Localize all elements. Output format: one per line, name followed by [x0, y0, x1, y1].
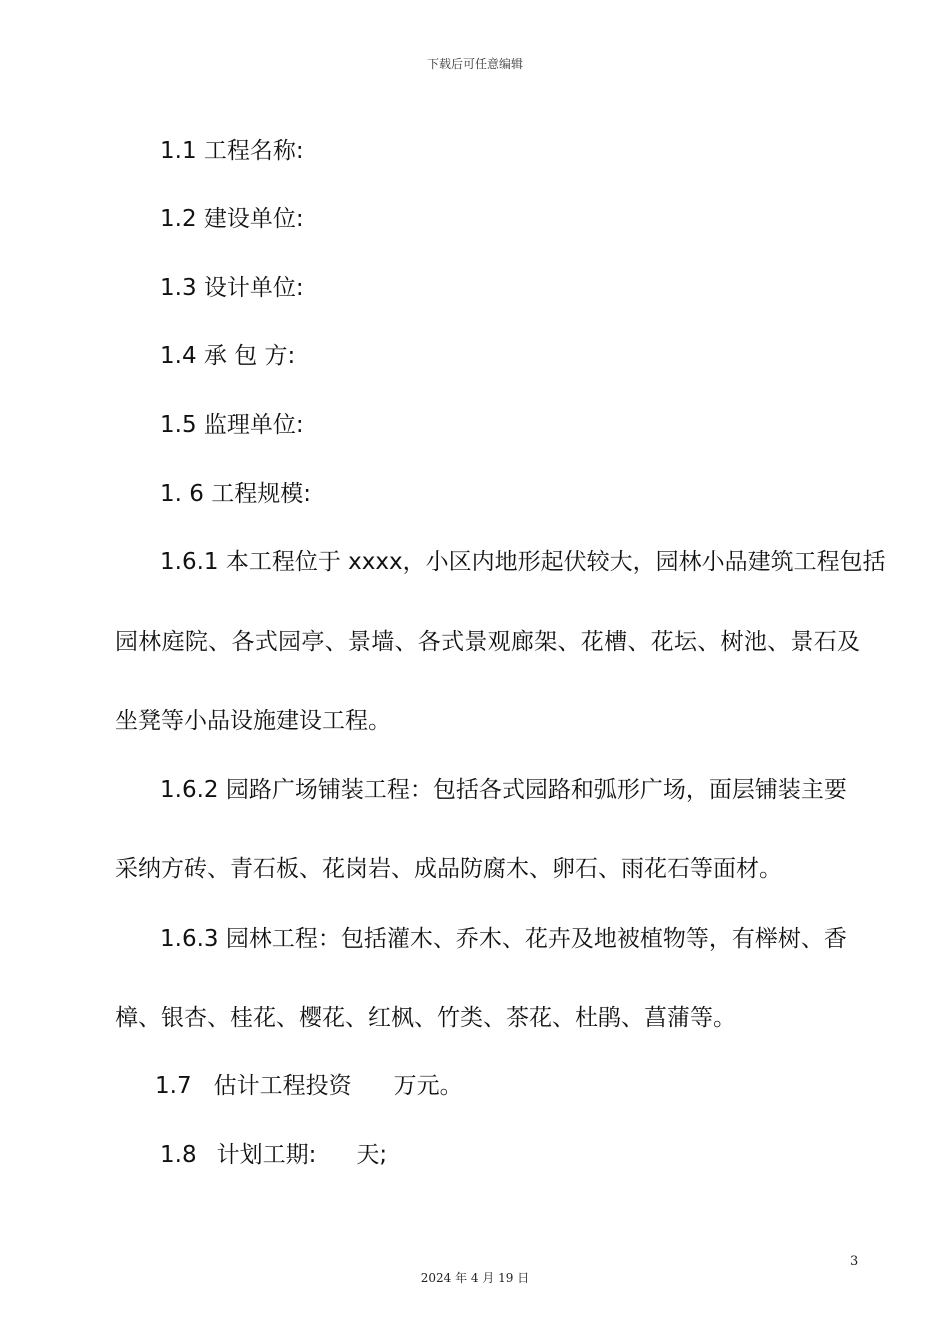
paragraph-162-line-1: 1.6.2 园路广场铺装工程：包括各式园路和弧形广场，面层铺装主要: [160, 777, 847, 803]
item-planned-duration: [160, 1140, 387, 1170]
item-18-label: 计划工期:: [216, 1142, 317, 1168]
paragraph-163-line-1: 1.6.3 园林工程：包括灌木、乔木、花卉及地被植物等，有榉树、香: [160, 926, 847, 952]
item-project-scale: 1. 6 工程规模:: [160, 481, 311, 507]
item-project-name: 1.1 工程名称:: [160, 138, 304, 164]
item-design-unit: 1.3 设计单位:: [160, 275, 304, 301]
page-footer-date: 2024 年 4 月 19 日: [420, 1271, 530, 1285]
item-18-number: 1.8: [160, 1142, 197, 1168]
item-contractor: 1.4 承 包 方:: [160, 343, 296, 369]
page-number: 3: [850, 1254, 859, 1269]
item-18-unit: 天;: [356, 1142, 388, 1168]
paragraph-161-line-3: 坐凳等小品设施建设工程。: [115, 708, 391, 734]
page-header: 下载后可任意编辑: [426, 57, 523, 71]
item-construction-unit: 1.2 建设单位:: [160, 206, 304, 232]
item-17-unit: 万元。: [393, 1073, 463, 1099]
paragraph-162-line-2: 采纳方砖、青石板、花岗岩、成品防腐木、卵石、雨花石等面材。: [115, 856, 782, 882]
paragraph-161-line-2: 园林庭院、各式园亭、景墙、各式景观廊架、花槽、花坛、树池、景石及: [115, 629, 860, 655]
item-17-label: 估计工程投资: [213, 1073, 352, 1099]
item-estimated-investment: [155, 1071, 463, 1101]
paragraph-161-line-1: 1.6.1 本工程位于 xxxx，小区内地形起伏较大，园林小品建筑工程包括: [160, 549, 886, 575]
item-17-number: 1.7: [155, 1073, 192, 1099]
item-supervision-unit: 1.5 监理单位:: [160, 412, 304, 438]
paragraph-163-line-2: 樟、银杏、桂花、樱花、红枫、竹类、茶花、杜鹃、菖蒲等。: [115, 1005, 736, 1031]
